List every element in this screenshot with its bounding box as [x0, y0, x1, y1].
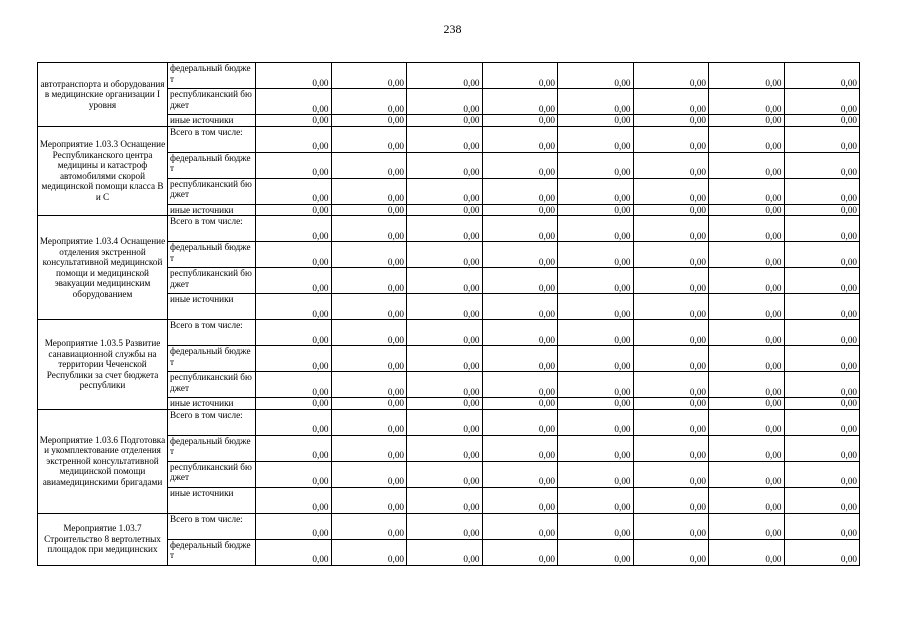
value-cell: 0,00 — [633, 487, 709, 513]
value-cell: 0,00 — [256, 372, 332, 398]
value-cell: 0,00 — [709, 320, 785, 346]
value-cell: 0,00 — [709, 294, 785, 320]
value-cell: 0,00 — [256, 268, 332, 294]
value-cell: 0,00 — [633, 435, 709, 461]
value-cell: 0,00 — [256, 152, 332, 178]
value-cell: 0,00 — [709, 435, 785, 461]
value-cell: 0,00 — [331, 204, 407, 216]
value-cell: 0,00 — [784, 178, 860, 204]
value-cell: 0,00 — [331, 294, 407, 320]
funding-source-cell: республиканский бюджет — [168, 372, 256, 398]
value-cell: 0,00 — [331, 126, 407, 152]
value-cell: 0,00 — [558, 539, 634, 565]
value-cell: 0,00 — [558, 294, 634, 320]
funding-source-cell: иные источники — [168, 115, 256, 127]
value-cell: 0,00 — [407, 461, 483, 487]
funding-source-cell: республиканский бюджет — [168, 268, 256, 294]
value-cell: 0,00 — [331, 513, 407, 539]
value-cell: 0,00 — [558, 126, 634, 152]
value-cell: 0,00 — [331, 372, 407, 398]
value-cell: 0,00 — [331, 89, 407, 115]
value-cell: 0,00 — [331, 320, 407, 346]
value-cell: 0,00 — [256, 320, 332, 346]
value-cell: 0,00 — [709, 346, 785, 372]
value-cell: 0,00 — [709, 487, 785, 513]
value-cell: 0,00 — [633, 513, 709, 539]
value-cell: 0,00 — [407, 398, 483, 410]
value-cell: 0,00 — [784, 372, 860, 398]
value-cell: 0,00 — [709, 398, 785, 410]
value-cell: 0,00 — [784, 268, 860, 294]
value-cell: 0,00 — [558, 320, 634, 346]
value-cell: 0,00 — [256, 115, 332, 127]
value-cell: 0,00 — [558, 115, 634, 127]
value-cell: 0,00 — [407, 320, 483, 346]
measure-cell: Мероприятие 1.03.3 Оснащение Республиканского центра медицины и катастроф автомобилями скорой медицинской помощи класса В и С — [38, 126, 168, 216]
measure-cell: Мероприятие 1.03.4 Оснащение отделения экстренной консультативной медицинской помощи и медицинской эвакуации медицинским оборудованием — [38, 216, 168, 320]
value-cell: 0,00 — [784, 126, 860, 152]
value-cell: 0,00 — [331, 461, 407, 487]
value-cell: 0,00 — [482, 513, 558, 539]
value-cell: 0,00 — [407, 539, 483, 565]
value-cell: 0,00 — [331, 409, 407, 435]
table-row — [38, 409, 860, 435]
value-cell: 0,00 — [784, 513, 860, 539]
value-cell: 0,00 — [558, 461, 634, 487]
value-cell: 0,00 — [256, 216, 332, 242]
value-cell: 0,00 — [558, 513, 634, 539]
value-cell: 0,00 — [633, 398, 709, 410]
value-cell: 0,00 — [709, 152, 785, 178]
funding-source-cell: федеральный бюджет — [168, 242, 256, 268]
value-cell: 0,00 — [709, 178, 785, 204]
page-number: 238 — [443, 22, 462, 36]
value-cell: 0,00 — [784, 398, 860, 410]
value-cell: 0,00 — [784, 204, 860, 216]
value-cell: 0,00 — [331, 152, 407, 178]
measure-cell: автотранспорта и оборудования в медицинские организации I уровня — [38, 63, 168, 127]
value-cell: 0,00 — [407, 178, 483, 204]
value-cell: 0,00 — [256, 204, 332, 216]
table-row — [38, 320, 860, 346]
value-cell: 0,00 — [482, 63, 558, 89]
value-cell: 0,00 — [256, 63, 332, 89]
value-cell: 0,00 — [558, 152, 634, 178]
value-cell: 0,00 — [331, 539, 407, 565]
value-cell: 0,00 — [709, 409, 785, 435]
value-cell: 0,00 — [407, 268, 483, 294]
value-cell: 0,00 — [633, 126, 709, 152]
value-cell: 0,00 — [407, 204, 483, 216]
value-cell: 0,00 — [331, 115, 407, 127]
value-cell: 0,00 — [256, 409, 332, 435]
value-cell: 0,00 — [331, 487, 407, 513]
value-cell: 0,00 — [482, 372, 558, 398]
funding-source-cell: иные источники — [168, 487, 256, 513]
value-cell: 0,00 — [558, 216, 634, 242]
value-cell: 0,00 — [784, 539, 860, 565]
value-cell: 0,00 — [482, 126, 558, 152]
funding-source-cell: федеральный бюджет — [168, 539, 256, 565]
value-cell: 0,00 — [256, 539, 332, 565]
funding-source-cell: Всего в том числе: — [168, 513, 256, 539]
funding-source-cell: иные источники — [168, 204, 256, 216]
value-cell: 0,00 — [256, 294, 332, 320]
value-cell: 0,00 — [558, 242, 634, 268]
value-cell: 0,00 — [256, 346, 332, 372]
funding-source-cell: федеральный бюджет — [168, 63, 256, 89]
value-cell: 0,00 — [784, 409, 860, 435]
funding-source-cell: Всего в том числе: — [168, 409, 256, 435]
value-cell: 0,00 — [482, 487, 558, 513]
funding-source-cell: Всего в том числе: — [168, 126, 256, 152]
value-cell: 0,00 — [784, 115, 860, 127]
value-cell: 0,00 — [709, 126, 785, 152]
value-cell: 0,00 — [256, 126, 332, 152]
value-cell: 0,00 — [407, 152, 483, 178]
value-cell: 0,00 — [331, 63, 407, 89]
value-cell: 0,00 — [558, 435, 634, 461]
value-cell: 0,00 — [482, 242, 558, 268]
value-cell: 0,00 — [407, 89, 483, 115]
value-cell: 0,00 — [407, 487, 483, 513]
value-cell: 0,00 — [482, 398, 558, 410]
value-cell: 0,00 — [633, 320, 709, 346]
value-cell: 0,00 — [256, 178, 332, 204]
funding-source-cell: иные источники — [168, 398, 256, 410]
value-cell: 0,00 — [633, 178, 709, 204]
value-cell: 0,00 — [331, 178, 407, 204]
value-cell: 0,00 — [407, 435, 483, 461]
value-cell: 0,00 — [709, 89, 785, 115]
value-cell: 0,00 — [558, 204, 634, 216]
funding-source-cell: республиканский бюджет — [168, 461, 256, 487]
value-cell: 0,00 — [407, 372, 483, 398]
table-row — [38, 126, 860, 152]
value-cell: 0,00 — [482, 435, 558, 461]
value-cell: 0,00 — [709, 268, 785, 294]
value-cell: 0,00 — [633, 216, 709, 242]
value-cell: 0,00 — [482, 320, 558, 346]
value-cell: 0,00 — [482, 152, 558, 178]
value-cell: 0,00 — [709, 372, 785, 398]
value-cell: 0,00 — [558, 346, 634, 372]
value-cell: 0,00 — [709, 204, 785, 216]
value-cell: 0,00 — [633, 152, 709, 178]
value-cell: 0,00 — [558, 398, 634, 410]
value-cell: 0,00 — [709, 63, 785, 89]
value-cell: 0,00 — [407, 63, 483, 89]
value-cell: 0,00 — [633, 294, 709, 320]
value-cell: 0,00 — [784, 294, 860, 320]
value-cell: 0,00 — [633, 461, 709, 487]
value-cell: 0,00 — [256, 487, 332, 513]
value-cell: 0,00 — [784, 89, 860, 115]
value-cell: 0,00 — [633, 268, 709, 294]
value-cell: 0,00 — [407, 409, 483, 435]
value-cell: 0,00 — [633, 204, 709, 216]
funding-source-cell: федеральный бюджет — [168, 152, 256, 178]
value-cell: 0,00 — [482, 178, 558, 204]
value-cell: 0,00 — [558, 178, 634, 204]
funding-source-cell: Всего в том числе: — [168, 320, 256, 346]
funding-source-cell: Всего в том числе: — [168, 216, 256, 242]
value-cell: 0,00 — [558, 268, 634, 294]
value-cell: 0,00 — [709, 115, 785, 127]
funding-source-cell: федеральный бюджет — [168, 435, 256, 461]
value-cell: 0,00 — [407, 294, 483, 320]
value-cell: 0,00 — [558, 487, 634, 513]
value-cell: 0,00 — [331, 346, 407, 372]
funding-source-cell: иные источники — [168, 294, 256, 320]
funding-source-cell: федеральный бюджет — [168, 346, 256, 372]
value-cell: 0,00 — [256, 242, 332, 268]
value-cell: 0,00 — [709, 539, 785, 565]
value-cell: 0,00 — [633, 115, 709, 127]
value-cell: 0,00 — [633, 409, 709, 435]
value-cell: 0,00 — [482, 294, 558, 320]
value-cell: 0,00 — [709, 461, 785, 487]
value-cell: 0,00 — [331, 268, 407, 294]
value-cell: 0,00 — [256, 398, 332, 410]
value-cell: 0,00 — [784, 216, 860, 242]
value-cell: 0,00 — [331, 398, 407, 410]
table-row — [38, 513, 860, 539]
value-cell: 0,00 — [331, 435, 407, 461]
value-cell: 0,00 — [482, 539, 558, 565]
value-cell: 0,00 — [633, 372, 709, 398]
value-cell: 0,00 — [784, 461, 860, 487]
value-cell: 0,00 — [784, 320, 860, 346]
value-cell: 0,00 — [482, 461, 558, 487]
table-row — [38, 216, 860, 242]
funding-source-cell: республиканский бюджет — [168, 178, 256, 204]
value-cell: 0,00 — [407, 346, 483, 372]
value-cell: 0,00 — [784, 152, 860, 178]
value-cell: 0,00 — [633, 539, 709, 565]
value-cell: 0,00 — [784, 487, 860, 513]
value-cell: 0,00 — [558, 409, 634, 435]
value-cell: 0,00 — [558, 63, 634, 89]
value-cell: 0,00 — [256, 435, 332, 461]
value-cell: 0,00 — [407, 242, 483, 268]
measure-cell: Мероприятие 1.03.7 Строительство 8 вертолетных площадок при медицинских — [38, 513, 168, 565]
value-cell: 0,00 — [482, 89, 558, 115]
value-cell: 0,00 — [482, 204, 558, 216]
value-cell: 0,00 — [407, 115, 483, 127]
value-cell: 0,00 — [331, 242, 407, 268]
value-cell: 0,00 — [709, 242, 785, 268]
value-cell: 0,00 — [482, 268, 558, 294]
value-cell: 0,00 — [558, 372, 634, 398]
value-cell: 0,00 — [331, 216, 407, 242]
value-cell: 0,00 — [784, 63, 860, 89]
value-cell: 0,00 — [633, 242, 709, 268]
value-cell: 0,00 — [482, 115, 558, 127]
value-cell: 0,00 — [784, 242, 860, 268]
value-cell: 0,00 — [709, 513, 785, 539]
value-cell: 0,00 — [633, 63, 709, 89]
budget-table — [37, 62, 860, 566]
value-cell: 0,00 — [633, 89, 709, 115]
value-cell: 0,00 — [407, 513, 483, 539]
value-cell: 0,00 — [256, 461, 332, 487]
value-cell: 0,00 — [482, 409, 558, 435]
value-cell: 0,00 — [784, 346, 860, 372]
funding-source-cell: республиканский бюджет — [168, 89, 256, 115]
table-row — [38, 63, 860, 89]
value-cell: 0,00 — [482, 216, 558, 242]
value-cell: 0,00 — [482, 346, 558, 372]
value-cell: 0,00 — [256, 513, 332, 539]
value-cell: 0,00 — [407, 216, 483, 242]
measure-cell: Мероприятие 1.03.5 Развитие санавиационной службы на территории Чеченской Республики за счет бюджета республики — [38, 320, 168, 410]
value-cell: 0,00 — [784, 435, 860, 461]
value-cell: 0,00 — [633, 346, 709, 372]
measure-cell: Мероприятие 1.03.6 Подготовка и укомплектование отделения экстренной консультативной медицинской помощи авиамедицинскими бригадами — [38, 409, 168, 513]
value-cell: 0,00 — [558, 89, 634, 115]
value-cell: 0,00 — [256, 89, 332, 115]
value-cell: 0,00 — [407, 126, 483, 152]
value-cell: 0,00 — [709, 216, 785, 242]
